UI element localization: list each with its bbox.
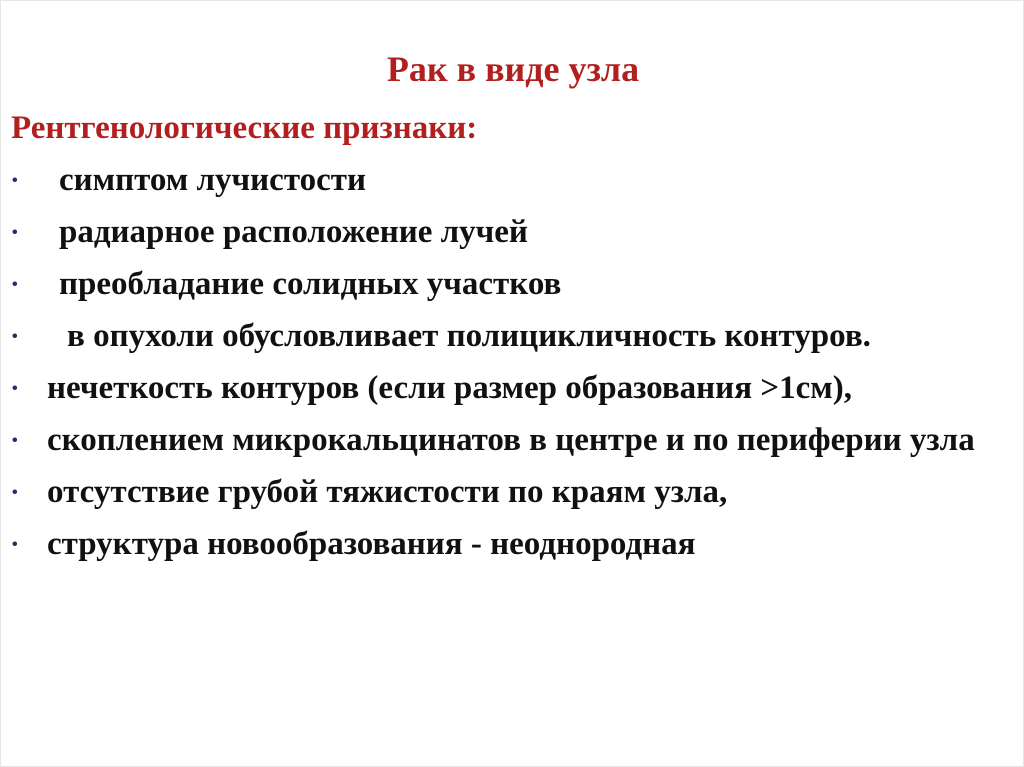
list-item-text: радиарное расположение лучей: [59, 214, 528, 250]
bullet-icon: •: [12, 328, 18, 345]
list-item: [1, 213, 1001, 252]
list-item: [1, 525, 1001, 564]
list-item-text: симптом лучистости: [59, 162, 366, 198]
list-item: [1, 161, 1001, 200]
list-item-text: в опухоли обусловливает полицикличность контуров.: [67, 318, 871, 354]
list-item-text: нечеткость контуров (если размер образования >1см),: [47, 370, 852, 406]
slide-title: Рак в виде узла: [386, 49, 640, 89]
list-item-text: отсутствие грубой тяжистости по краям узла,: [47, 474, 728, 510]
list-item: [1, 317, 1001, 356]
list-item-text: преобладание солидных участков: [59, 266, 562, 302]
bullet-icon: •: [12, 276, 18, 293]
bullet-icon: •: [12, 484, 18, 501]
list-item: [1, 265, 1001, 304]
slide-subtitle: Рентгенологические признаки:: [11, 110, 478, 146]
list-item: [1, 369, 1001, 408]
list-item: [1, 421, 1001, 460]
bullet-icon: •: [12, 224, 18, 241]
list-item-text: структура новообразования - неоднородная: [47, 526, 696, 562]
bullet-icon: •: [12, 536, 18, 553]
bullet-list: [1, 161, 1001, 577]
bullet-icon: •: [12, 432, 18, 449]
bullet-icon: •: [12, 380, 18, 397]
bullet-icon: •: [12, 172, 18, 189]
list-item: [1, 473, 1001, 512]
list-item-text: скоплением микрокальцинатов в центре и по периферии узла: [47, 422, 975, 458]
